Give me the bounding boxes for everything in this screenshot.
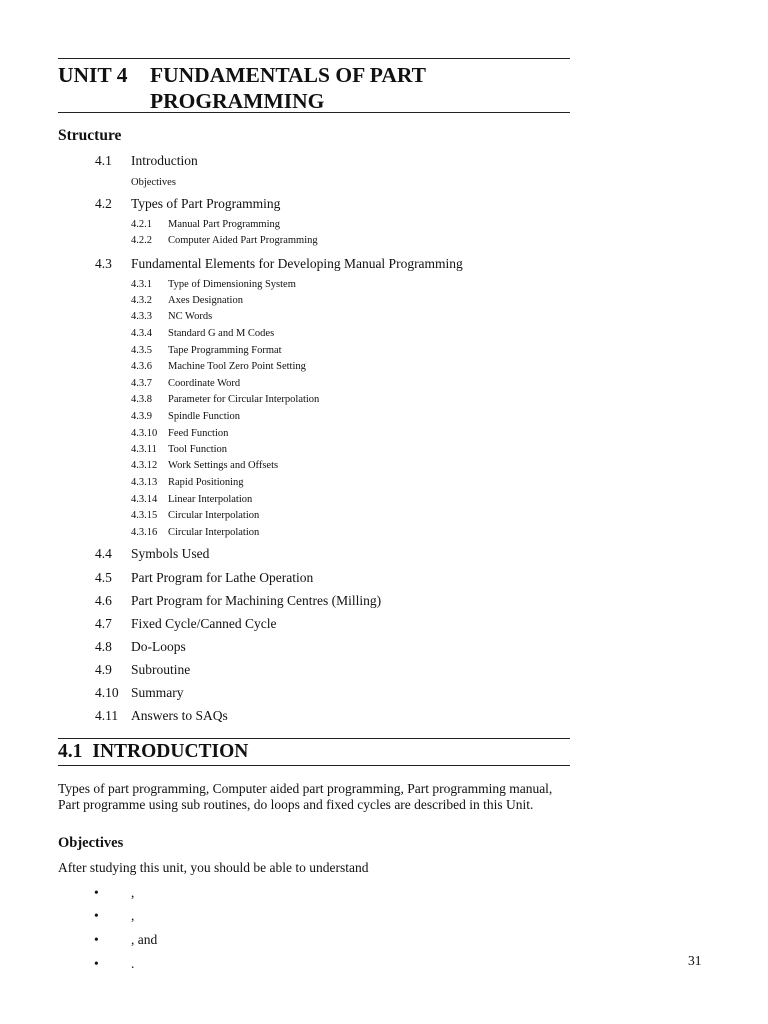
- bullet-text: , and: [131, 932, 158, 947]
- toc-number: 4.2: [95, 196, 112, 211]
- toc-number: 4.10: [95, 685, 119, 700]
- toc-label: Part Program for Machining Centres (Milling): [131, 593, 382, 608]
- toc-number: 4.6: [95, 593, 112, 608]
- toc-number: 4.3.5: [131, 345, 152, 356]
- bullet-text: .: [131, 956, 135, 971]
- toc-label: Computer Aided Part Programming: [168, 235, 318, 246]
- toc-label: Circular Interpolation: [168, 510, 260, 521]
- toc-label: Summary: [131, 685, 184, 700]
- toc-number: 4.11: [95, 708, 119, 723]
- toc-label: Fundamental Elements for Developing Manual Programming: [131, 256, 463, 271]
- toc-label: Circular Interpolation: [168, 527, 260, 538]
- toc-label: Part Program for Lathe Operation: [131, 570, 314, 585]
- toc-number: 4.8: [95, 639, 112, 654]
- bullet-text: ,: [131, 885, 135, 900]
- toc-label: Linear Interpolation: [168, 494, 253, 505]
- toc-number: 4.3.13: [131, 477, 158, 488]
- toc-label: Manual Part Programming: [168, 219, 280, 230]
- toc-number: 4.3.4: [131, 328, 152, 339]
- toc-number: 4.3.3: [131, 311, 152, 322]
- toc-label: Introduction: [131, 153, 198, 168]
- section-bottom-rule: [58, 765, 570, 766]
- toc-label: Axes Designation: [168, 295, 243, 306]
- toc-label: Rapid Positioning: [168, 477, 244, 488]
- toc-label: Feed Function: [168, 428, 229, 439]
- toc-label: Tool Function: [168, 444, 228, 455]
- section-top-rule: [58, 738, 570, 739]
- toc-label: Coordinate Word: [168, 378, 241, 389]
- unit-number: UNIT 4: [58, 63, 128, 87]
- section-heading: INTRODUCTION: [92, 741, 249, 762]
- unit-title-line-2: PROGRAMMING: [150, 89, 325, 113]
- toc-number: 4.2.2: [131, 235, 152, 246]
- bullet-text: ,: [131, 908, 135, 923]
- toc-number: 4.3.7: [131, 378, 152, 389]
- toc-label: Machine Tool Zero Point Setting: [168, 361, 306, 372]
- bullet-icon: •: [94, 956, 99, 971]
- toc-label: Answers to SAQs: [131, 708, 228, 723]
- toc-number: 4.7: [95, 616, 112, 631]
- toc-number: 4.3.9: [131, 411, 152, 422]
- toc-objectives: Objectives: [131, 177, 176, 188]
- intro-paragraph: Types of part programming, Computer aided part programming, Part programming manual, Part programme using sub routines, do loops and fixed cycles are described in this Unit.: [58, 781, 553, 812]
- toc-number: 4.3.16: [131, 527, 158, 538]
- toc-label: Types of Part Programming: [131, 196, 281, 211]
- toc-label: Tape Programming Format: [168, 345, 282, 356]
- toc-number: 4.3.8: [131, 394, 152, 405]
- objectives-heading: Objectives: [58, 835, 124, 851]
- bullet-icon: •: [94, 932, 99, 947]
- toc-number: 4.3.12: [131, 460, 158, 471]
- bullet-icon: •: [94, 908, 99, 923]
- toc-number: 4.3.1: [131, 279, 152, 290]
- toc-number: 4.3.10: [131, 428, 158, 439]
- toc-number: 4.4: [95, 546, 112, 561]
- bullet-icon: •: [94, 885, 99, 900]
- toc-number: 4.2.1: [131, 219, 152, 230]
- toc-label: Spindle Function: [168, 411, 241, 422]
- page-number: 31: [688, 953, 702, 968]
- objectives-intro: After studying this unit, you should be able to understand: [58, 860, 369, 875]
- unit-title-line-1: FUNDAMENTALS OF PART: [150, 63, 426, 87]
- title-rule: [58, 112, 570, 113]
- toc-label: Symbols Used: [131, 546, 210, 561]
- section-number: 4.1: [58, 741, 83, 762]
- toc-number: 4.3: [95, 256, 112, 271]
- toc-number: 4.5: [95, 570, 112, 585]
- toc-label: Standard G and M Codes: [168, 328, 275, 339]
- toc-label: NC Words: [168, 311, 213, 322]
- toc-number: 4.3.6: [131, 361, 152, 372]
- toc-label: Work Settings and Offsets: [168, 460, 279, 471]
- toc-number: 4.9: [95, 662, 112, 677]
- toc-number: 4.1: [95, 153, 112, 168]
- structure-heading: Structure: [58, 127, 122, 144]
- top-rule: [58, 58, 570, 59]
- toc-label: Subroutine: [131, 662, 191, 677]
- toc-number: 4.3.15: [131, 510, 158, 521]
- toc-number: 4.3.14: [131, 494, 158, 505]
- toc-label: Fixed Cycle/Canned Cycle: [131, 616, 277, 631]
- toc-number: 4.3.2: [131, 295, 152, 306]
- toc-label: Type of Dimensioning System: [168, 279, 296, 290]
- toc-label: Parameter for Circular Interpolation: [168, 394, 320, 405]
- toc-label: Do-Loops: [131, 639, 186, 654]
- section-title: [58, 741, 248, 763]
- toc-number: 4.3.11: [131, 444, 157, 455]
